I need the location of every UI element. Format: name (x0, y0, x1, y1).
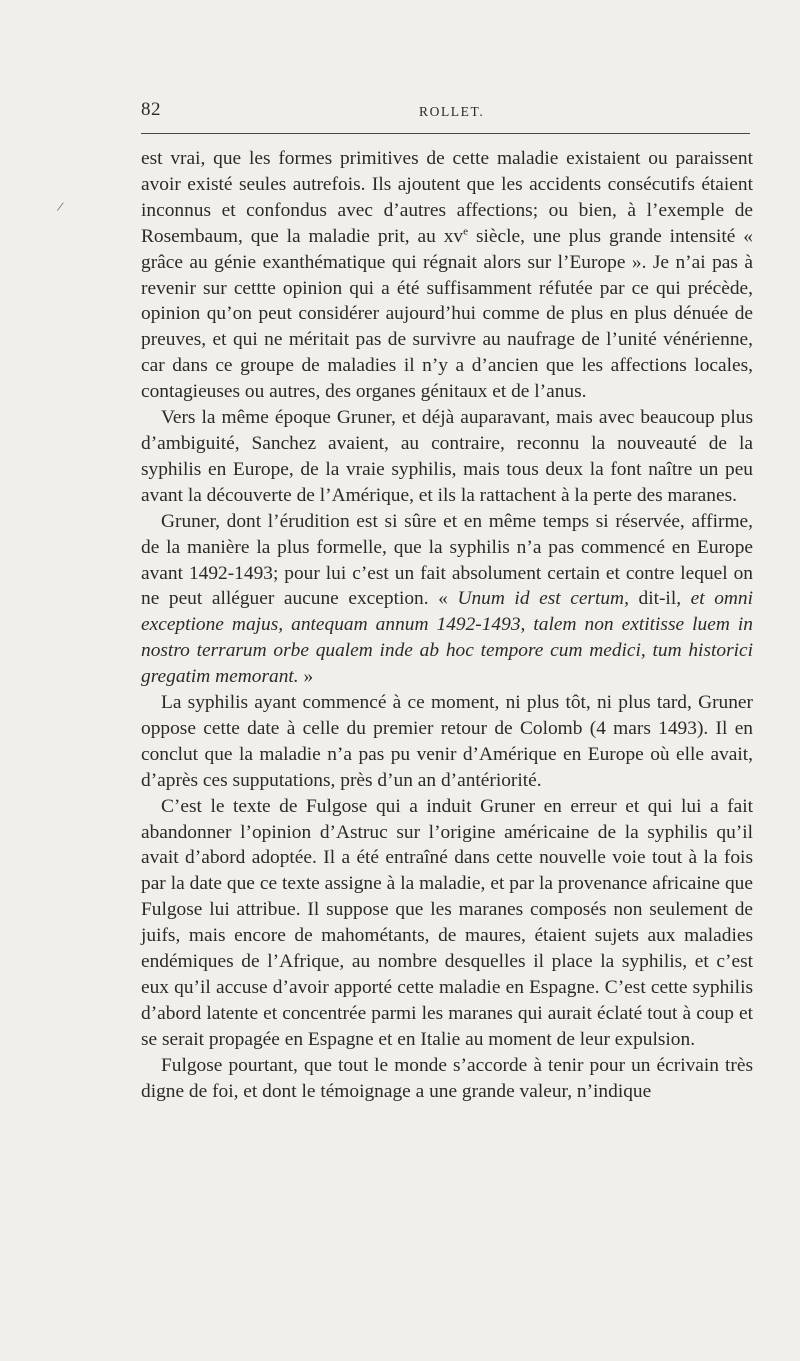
paragraph (141, 690, 753, 794)
text-segment: est vrai, que les formes primitives de cette maladie existaient ou paraissent avoir existé seules autrefois. Ils ajoutent que les accidents consécutifs étaient inconnus et confondus avec d’autres affections; ou bien, à l’exemple de Rosembaum, que la maladie prit, au xv (141, 148, 753, 247)
italic-text: Unum id est certum, (457, 588, 629, 610)
text-segment: Fulgose pourtant, que tout le monde s’accorde à tenir pour un écrivain très digne de foi, et dont le témoignage a une grande valeur, n’indique (141, 1054, 753, 1102)
paragraph (141, 405, 753, 509)
superscript: e (463, 225, 469, 238)
text-segment: siècle, une plus grande intensité « grâce au génie exanthématique qui régnait alors sur l’Europe ». Je n’ai pas à revenir sur cettte opinion qui a été suffisamment réfutée par ce qui précède, opinion qu’on peut considérer aujourd’hui comme de plus en plus dénuée de preuves, et qui ne méritait pas de survivre au naufrage de l’unité vénérienne, car dans ce groupe de maladies il n’y a d’ancien que les affections locales, contagieuses ou autres, des organes génitaux et de l’anus. (141, 225, 753, 403)
paragraph (141, 146, 753, 405)
body-text (141, 146, 753, 1105)
margin-mark: / (55, 199, 65, 216)
text-segment: La syphilis ayant commencé à ce moment, ni plus tôt, ni plus tard, Gruner oppose cette date à celle du premier retour de Colomb (4 mars 1493). Il en conclut que la maladie n’a pas pu venir d’Amérique en Europe où elle avait, d’après ces supputations, près d’un an d’antériorité. (141, 692, 753, 791)
italic-text: et omni exceptione majus, antequam annum 1492-1493, talem non extitisse luem in nostro terrarum orbe qualem inde ab hoc tempore cum medici, tum historici gregatim memorant. (141, 588, 753, 688)
paragraph (141, 794, 753, 1053)
page-number: 82 (141, 99, 161, 120)
text-segment: dit-il, (628, 588, 691, 610)
page-header (141, 99, 750, 125)
text-segment: C’est le texte de Fulgose qui a induit Gruner en erreur et qui lui a fait abandonner l’opinion d’Astruc sur l’origine américaine de la syphilis qu’il avait d’abord adoptée. Il a été entraîné dans cette nouvelle voie tout à la fois par la date que ce texte assigne à la maladie, et par la provenance africaine que Fulgose lui attribue. Il suppose que les maranes composés non seulement de juifs, mais encore de mahométants, de maures, étaient sujets aux maladies endémiques de l’Afrique, au nombre desquelles il place la syphilis, et c’est eux qu’il accuse d’avoir apporté cette maladie en Espagne. C’est cette syphilis d’abord latente et concentrée parmi les maranes qui aurait éclaté tout à coup et se serait propagée en Espagne et en Italie au moment de leur expulsion. (141, 795, 753, 1050)
text-segment: » (298, 666, 314, 688)
paragraph (141, 509, 753, 690)
text-segment: Gruner, dont l’érudition est si sûre et en même temps si réservée, affirme, de la manière la plus formelle, que la syphilis n’a pas commencé en Europe avant 1492-1493; pour lui c’est un fait absolument certain et contre lequel on ne peut alléguer aucune exception. « (141, 510, 753, 610)
running-head: ROLLET. (419, 104, 485, 119)
paragraph (141, 1053, 753, 1105)
text-segment: Vers la même époque Gruner, et déjà auparavant, mais avec beaucoup plus d’ambiguité, Sanchez avaient, au contraire, reconnu la nouveauté de la syphilis en Europe, de la vraie syphilis, mais tous deux la font naître un peu avant la découverte de l’Amérique, et ils la rattachent à la perte des maranes. (141, 407, 753, 506)
header-rule (141, 133, 750, 134)
